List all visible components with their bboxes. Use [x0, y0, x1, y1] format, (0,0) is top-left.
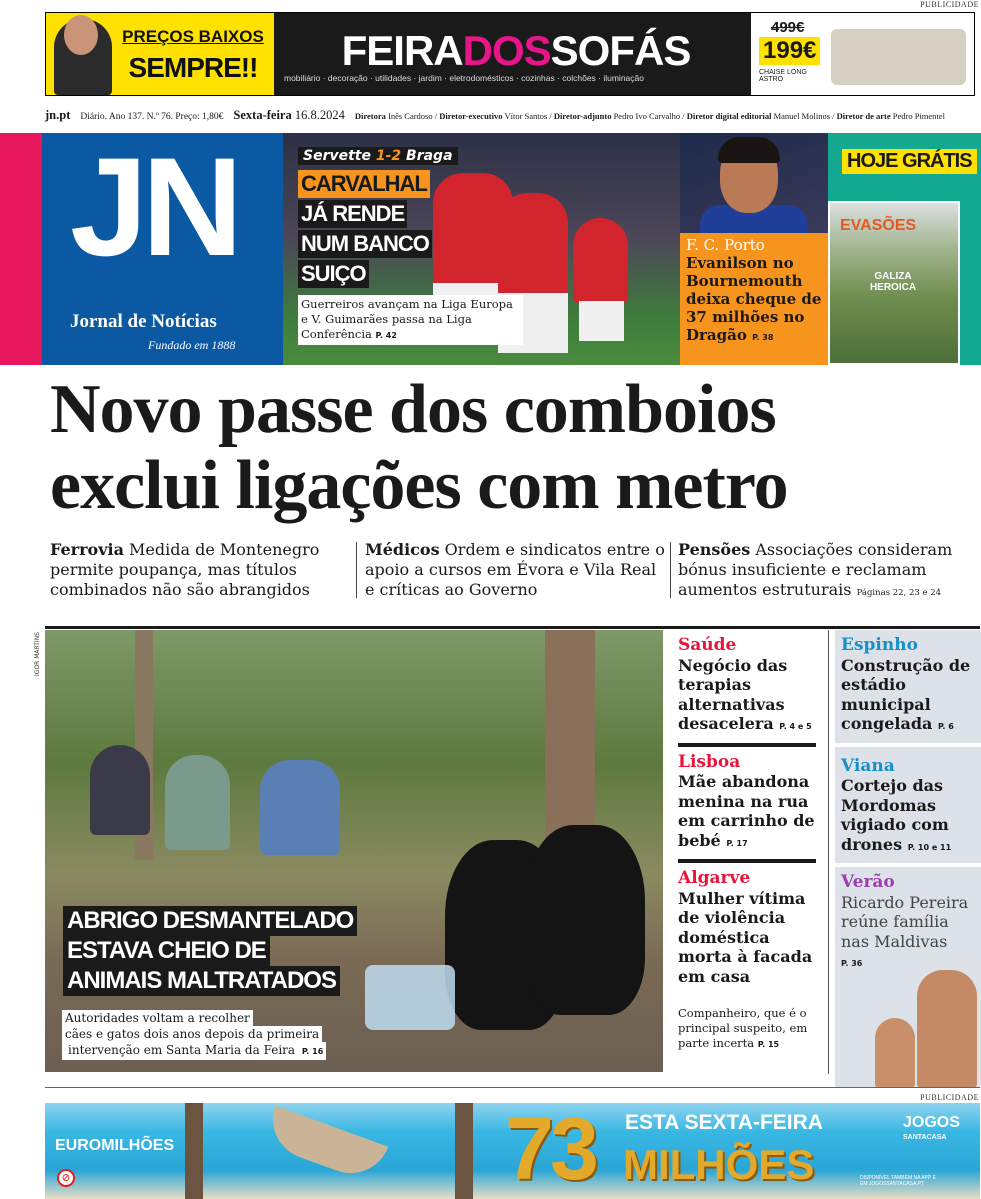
newspaper-name: Jornal de Notícias: [70, 311, 217, 332]
page-ref: P. 4 e 5: [779, 722, 812, 731]
subhead-kicker: Pensões: [678, 540, 751, 559]
story-text: Construção de estádio municipal congelada: [841, 655, 971, 733]
ad-product-name: CHAISE LONG ASTRO: [759, 69, 807, 83]
subhead-medicos[interactable]: [365, 540, 665, 600]
column-divider: [356, 542, 357, 598]
subhead-pensoes[interactable]: [678, 540, 978, 603]
site-link[interactable]: jn.pt: [45, 108, 71, 122]
person-figure: [260, 760, 340, 855]
hammock: [262, 1106, 388, 1185]
magazine-cover: [828, 201, 960, 365]
ad-tagline: mobiliário · decoração · utilidades · jardim · eletrodomésticos · cozinhas · colchões · iluminação: [284, 73, 644, 83]
sport-subtitle: [298, 295, 523, 345]
ad-brand: [281, 27, 751, 75]
photo-sub-line: Autoridades voltam a recolher: [62, 1010, 253, 1026]
story-kicker: Lisboa: [678, 751, 741, 772]
person-figure: [90, 745, 150, 835]
sport-headline-line: SUIÇO: [298, 260, 369, 288]
story-kicker: Algarve: [678, 868, 751, 888]
score: 1-2: [375, 148, 402, 164]
palm-trunk: [455, 1103, 473, 1199]
player-shorts: [579, 301, 624, 341]
story-saude[interactable]: [672, 630, 822, 743]
staff-role: Diretor-executivo: [439, 111, 503, 121]
page-ref: P. 10 e 11: [907, 842, 952, 852]
story-kicker: Viana: [841, 755, 895, 776]
staff-name: Manuel Molinos: [773, 111, 831, 121]
news-column-right: [835, 630, 981, 1088]
page-ref: P. 38: [752, 333, 774, 342]
sponsor-name: JOGOS: [903, 1114, 960, 1131]
staff-role: Diretor digital editorial: [686, 111, 772, 121]
story-kicker: Verão: [841, 872, 895, 892]
magazine-title: EVASÕES: [840, 217, 917, 234]
story-text: Cortejo das Mordomas vigiado com drones: [841, 776, 949, 854]
story-espinho[interactable]: [835, 630, 981, 743]
porto-label: F. C. Porto: [686, 236, 765, 254]
column-divider: [670, 542, 671, 598]
staff-role: Diretor-adjunto: [553, 111, 612, 121]
page-ref: P. 16: [301, 1047, 324, 1056]
page-ref: Páginas 22, 23 e 24: [856, 588, 942, 598]
story-kicker: Saúde: [678, 635, 737, 655]
photo-headline-line: ANIMAIS MALTRATADOS: [63, 966, 340, 996]
edition-header: [45, 108, 980, 123]
sport-headline-line: CARVALHAL: [298, 170, 430, 198]
euromilhoes-logo: EUROMILHÕES: [55, 1137, 175, 1154]
main-photo-story[interactable]: [45, 630, 663, 1072]
advertising-label: PUBLICIDADE: [920, 0, 979, 9]
no-minors-icon: ⊘: [57, 1169, 75, 1187]
photo-headline: [63, 906, 357, 996]
story-text: Mãe abandona menina na rua em carrinho de bebé: [678, 772, 815, 850]
ad-slogan-panel: [46, 13, 274, 95]
page-ref: P. 36: [841, 959, 863, 968]
advertising-label: PUBLICIDADE: [920, 1093, 979, 1102]
subhead-text: Associações consideram bónus insuficiente e reclamam aumentos estruturais: [678, 540, 953, 599]
ad-day: ESTA SEXTA-FEIRA: [625, 1111, 823, 1134]
masthead: [0, 128, 981, 365]
story-lisboa[interactable]: [672, 747, 822, 860]
jackpot-amount: 73: [505, 1103, 595, 1198]
staff-role: Diretora: [354, 111, 386, 121]
sport-headline-line: NUM BANCO: [298, 230, 432, 258]
edition-date: 16.8.2024: [294, 108, 345, 122]
headline-line: exclui ligações com metro: [50, 447, 788, 524]
photo-headline-line: ABRIGO DESMANTELADO: [63, 906, 357, 936]
sponsor-sub: SANTACASA: [903, 1134, 947, 1141]
column-divider: [828, 630, 829, 1074]
couple-photo: [875, 1018, 915, 1088]
photo-credit: IGOR MARTINS: [34, 632, 41, 676]
ad-person-head: [64, 15, 98, 55]
story-text: Negócio das terapias alternativas desacelera: [678, 655, 788, 733]
player-figure: [498, 193, 568, 303]
staff-name: Vítor Santos: [504, 111, 548, 121]
sofa-image: [831, 29, 966, 85]
edition-day: Sexta-feira: [233, 108, 292, 122]
top-advertisement[interactable]: [45, 12, 975, 96]
match-score: [298, 147, 458, 165]
magazine-cover-title: GALIZA HEROICA: [869, 271, 917, 293]
photo-headline-line: ESTAVA CHEIO DE: [63, 936, 270, 966]
ad-slogan-1: PREÇOS BAIXOS: [122, 27, 264, 46]
photo-subtitle: [62, 1010, 326, 1060]
couple-photo: [917, 970, 977, 1088]
team-home: Servette: [303, 148, 371, 164]
staff-list: Diretora Inês Cardoso / Diretor-executivo Vítor Santos / Diretor-adjunto Pedro Ivo Carvalho / Diretor digital editorial Manuel Molinos / Diretor de arte Pedro Pimentel: [354, 111, 945, 121]
ad-url: DISPONÍVEL TAMBÉM NA APP E EM JOGOSSANTACASA.PT: [860, 1175, 936, 1187]
subhead-kicker: Ferrovia: [50, 540, 124, 559]
team-away: Braga: [406, 148, 453, 164]
red-accent-strip: [0, 133, 42, 365]
sport-headline-line: JÁ RENDE: [298, 200, 407, 228]
ad-product-panel: [751, 13, 974, 95]
subhead-ferrovia[interactable]: [50, 540, 350, 600]
story-text: Mulher vítima de violência doméstica morta à facada em casa: [678, 888, 813, 986]
page-ref: P. 17: [726, 838, 748, 848]
bottom-advertisement[interactable]: [45, 1103, 980, 1199]
player-figure: [573, 218, 628, 303]
subhead-kicker: Médicos: [365, 540, 440, 559]
headline-line: Novo passe dos comboios: [50, 371, 776, 448]
dog: [525, 825, 645, 1015]
ad-brand-part: FEIRA: [341, 27, 463, 74]
subhead-text: Ordem e sindicatos entre o apoio a cursos em Évora e Vila Real e críticas ao Governo: [365, 540, 665, 599]
ad-brand-part: DOS: [462, 27, 551, 74]
staff-name: Pedro Pimentel: [892, 111, 945, 121]
staff-name: Pedro Ivo Carvalho: [613, 111, 681, 121]
free-magazine-promo[interactable]: [828, 133, 981, 365]
news-column-left: [672, 630, 822, 1058]
palm-trunk: [185, 1103, 203, 1199]
page-ref: P. 6: [938, 722, 954, 731]
page-ref: P. 42: [375, 331, 397, 340]
sport-story[interactable]: [283, 133, 680, 365]
hair: [718, 137, 780, 163]
ad-brand-part: SOFÁS: [550, 27, 691, 74]
story-verao[interactable]: [835, 867, 981, 980]
jn-logo: JN: [70, 128, 237, 285]
photo-sub-line: intervenção em Santa Maria da Feira: [65, 1042, 298, 1058]
ad-old-price: 499€: [771, 19, 805, 36]
jogos-santacasa-logo: [903, 1115, 960, 1145]
main-headline[interactable]: [50, 372, 980, 524]
subhead-text: Medida de Montenegro permite poupança, mas títulos combinados não são abrangidos: [50, 540, 320, 599]
free-today-label: HOJE GRÁTIS: [842, 149, 977, 174]
porto-player-photo: [680, 133, 828, 233]
ad-new-price: 199€: [759, 37, 820, 65]
founded-line: Fundado em 1888: [148, 338, 236, 352]
story-algarve[interactable]: [672, 863, 822, 1058]
story-viana[interactable]: [835, 747, 981, 864]
sport-sub-text: Guerreiros avançam na Liga Europa e V. Guimarães passa na Liga Conferência: [301, 297, 513, 341]
porto-text: Evanilson no Bournemouth deixa cheque de 37 milhões no Dragão: [686, 254, 822, 344]
edition-info: Diário. Ano 137. N.º 76. Preço: 1,80€: [80, 112, 224, 122]
staff-role: Diretor de arte: [836, 111, 891, 121]
staff-name: Inês Cardoso: [387, 111, 433, 121]
ad-millions: MILHÕES: [623, 1141, 815, 1188]
food-container: [365, 965, 455, 1030]
person-figure: [165, 755, 230, 850]
story-kicker: Espinho: [841, 635, 918, 655]
jn-logo-block[interactable]: [42, 128, 283, 365]
section-rule: [45, 626, 980, 629]
story-text: Ricardo Pereira reúne família nas Maldivas: [841, 892, 969, 951]
photo-sub-line: cães e gatos dois anos depois da primeira: [62, 1026, 322, 1042]
section-rule: [45, 1087, 980, 1088]
page-ref: P. 15: [757, 1040, 780, 1049]
ad-slogan-2: SEMPRE!!: [128, 52, 258, 83]
story-extra: Companheiro, que é o principal suspeito, em parte incerta: [678, 1006, 808, 1050]
porto-story[interactable]: [680, 233, 828, 365]
